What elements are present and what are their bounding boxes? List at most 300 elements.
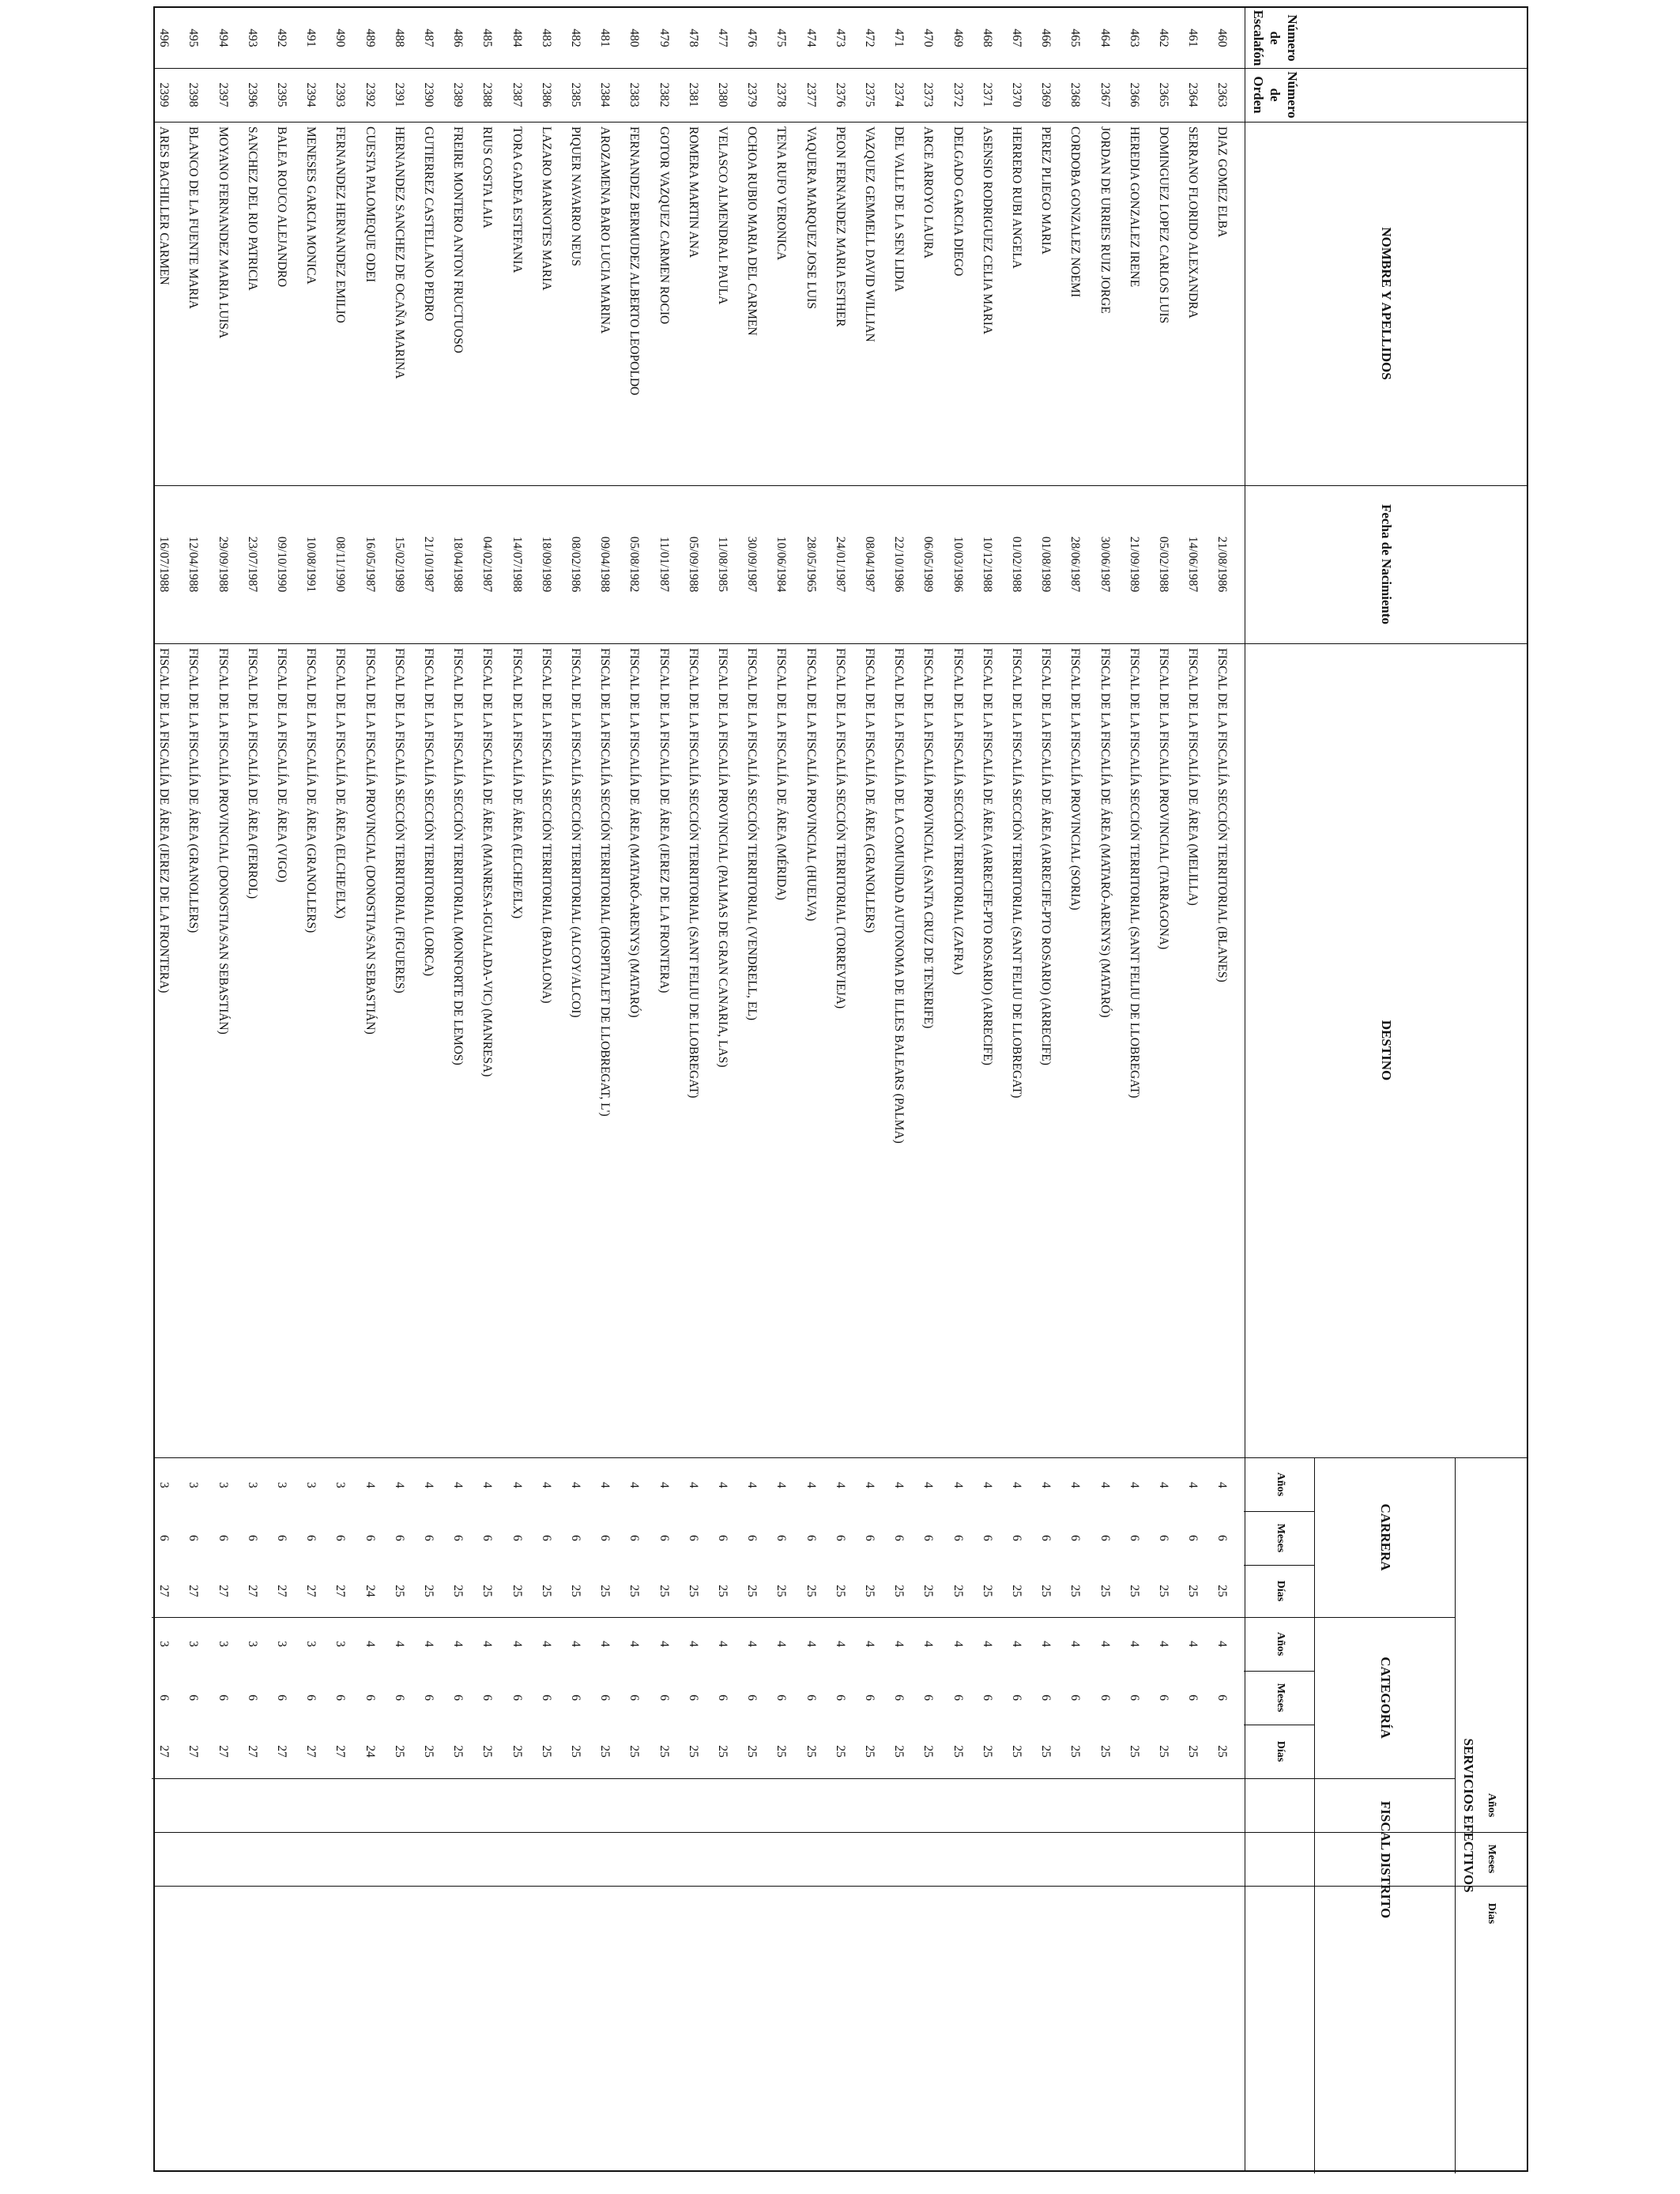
cell-carrera-dias: 25 xyxy=(451,1585,465,1597)
cell-destino: FISCAL DE LA FISCALÍA SECCIÓN TERRITORIAL (SANT FELIU DE LLOBREGAT) xyxy=(686,648,700,1099)
cell-categoria-dias: 25 xyxy=(774,1745,789,1758)
cell-carrera-anos: 3 xyxy=(275,1482,289,1488)
cell-fecha-nacimiento: 14/06/1987 xyxy=(1186,536,1200,593)
cell-fecha-nacimiento: 29/09/1988 xyxy=(216,536,230,593)
cell-carrera-meses: 6 xyxy=(1098,1535,1112,1541)
cell-categoria-anos: 4 xyxy=(863,1641,877,1647)
cell-categoria-anos: 4 xyxy=(657,1641,671,1647)
cell-categoria-dias: 25 xyxy=(1127,1745,1141,1758)
cell-carrera-dias: 25 xyxy=(1010,1585,1024,1597)
cell-numero-orden: 2382 xyxy=(657,82,671,107)
cell-categoria-meses: 6 xyxy=(510,1695,524,1701)
cell-categoria-dias: 25 xyxy=(951,1745,965,1758)
cell-fecha-nacimiento: 08/11/1990 xyxy=(333,536,348,593)
cell-nombre-apellidos: PIQUER NAVARRO NEUS xyxy=(569,126,583,266)
cell-carrera-meses: 6 xyxy=(716,1535,730,1541)
cell-destino: FISCAL DE LA FISCALÍA DE ÁREA (GRANOLLERS) xyxy=(186,648,201,933)
cell-numero-escalafon: 466 xyxy=(1039,28,1053,47)
cell-categoria-meses: 6 xyxy=(157,1695,171,1701)
cell-numero-escalafon: 470 xyxy=(921,28,936,47)
table-row xyxy=(971,8,1002,2170)
cell-categoria-dias: 25 xyxy=(510,1745,524,1758)
cell-numero-orden: 2398 xyxy=(186,82,201,107)
cell-nombre-apellidos: ARCE ARROYO LAURA xyxy=(921,126,936,259)
cell-carrera-anos: 4 xyxy=(422,1482,436,1488)
cell-carrera-anos: 4 xyxy=(951,1482,965,1488)
cell-carrera-dias: 25 xyxy=(627,1585,642,1597)
table-row xyxy=(383,8,414,2170)
cell-carrera-dias: 25 xyxy=(833,1585,847,1597)
cell-categoria-anos: 4 xyxy=(1010,1641,1024,1647)
cell-carrera-dias: 25 xyxy=(422,1585,436,1597)
cell-carrera-anos: 3 xyxy=(333,1482,348,1488)
cell-categoria-anos: 4 xyxy=(1039,1641,1053,1647)
cell-destino: FISCAL DE LA FISCALÍA SECCIÓN TERRITORIAL (HOSPITALET DE LLOBREGAT, L') xyxy=(598,648,612,1117)
table-row xyxy=(1030,8,1061,2170)
cell-fecha-nacimiento: 28/06/1987 xyxy=(1068,536,1083,593)
cell-carrera-meses: 6 xyxy=(863,1535,877,1541)
cell-destino: FISCAL DE LA FISCALÍA SECCIÓN TERRITORIAL (VENDRELL, EL) xyxy=(745,648,759,1021)
table-row xyxy=(325,8,356,2170)
cell-carrera-anos: 3 xyxy=(157,1482,171,1488)
header-numero-escalafon-line2: de xyxy=(1268,31,1283,45)
cell-carrera-dias: 25 xyxy=(980,1585,994,1597)
cell-carrera-meses: 6 xyxy=(363,1535,377,1541)
header-numero-escalafon-line3: Escalafón xyxy=(1251,9,1267,66)
cell-nombre-apellidos: JORDAN DE URRIES RUIZ JORGE xyxy=(1098,126,1112,314)
cell-categoria-dias: 25 xyxy=(539,1745,553,1758)
cell-categoria-anos: 4 xyxy=(892,1641,906,1647)
cell-nombre-apellidos: LAZARO MARNOTES MARIA xyxy=(539,126,553,291)
cell-nombre-apellidos: SANCHEZ DEL RIO PATRICIA xyxy=(245,126,259,291)
table-row xyxy=(590,8,620,2170)
cell-numero-orden: 2395 xyxy=(275,82,289,107)
cell-carrera-anos: 4 xyxy=(451,1482,465,1488)
cell-numero-escalafon: 478 xyxy=(686,28,700,47)
cell-nombre-apellidos: SERRANO FLORIDO ALEXANDRA xyxy=(1186,126,1200,319)
cell-carrera-anos: 3 xyxy=(245,1482,259,1488)
cell-destino: FISCAL DE LA FISCALÍA DE ÁREA (JEREZ DE LA FRONTERA) xyxy=(657,648,671,993)
cell-categoria-dias: 25 xyxy=(657,1745,671,1758)
cell-categoria-anos: 4 xyxy=(1098,1641,1112,1647)
table-row xyxy=(942,8,973,2170)
cell-carrera-dias: 27 xyxy=(245,1585,259,1597)
cell-fecha-nacimiento: 23/07/1987 xyxy=(245,536,259,593)
cell-carrera-dias: 25 xyxy=(1127,1585,1141,1597)
table-row xyxy=(1089,8,1120,2170)
subheader-anos: Años xyxy=(1274,1631,1286,1657)
cell-nombre-apellidos: FREIRE MONTERO ANTON FRUCTUOSO xyxy=(451,126,465,353)
cell-carrera-dias: 27 xyxy=(304,1585,318,1597)
cell-carrera-dias: 25 xyxy=(598,1585,612,1597)
cell-categoria-dias: 27 xyxy=(216,1745,230,1758)
cell-carrera-anos: 4 xyxy=(627,1482,642,1488)
cell-fecha-nacimiento: 21/10/1987 xyxy=(422,536,436,593)
cell-destino: FISCAL DE LA FISCALÍA DE ÁREA (JEREZ DE LA FRONTERA) xyxy=(157,648,171,993)
cell-carrera-dias: 25 xyxy=(774,1585,789,1597)
cell-fecha-nacimiento: 30/06/1987 xyxy=(1098,536,1112,593)
cell-categoria-dias: 27 xyxy=(245,1745,259,1758)
cell-categoria-anos: 4 xyxy=(451,1641,465,1647)
header-destino: DESTINO xyxy=(1378,1020,1394,1081)
cell-numero-orden: 2389 xyxy=(451,82,465,107)
cell-categoria-meses: 6 xyxy=(1068,1695,1083,1701)
cell-carrera-meses: 6 xyxy=(627,1535,642,1541)
cell-carrera-anos: 4 xyxy=(1157,1482,1171,1488)
subheader-meses: Meses xyxy=(1485,1844,1497,1874)
cell-categoria-dias: 25 xyxy=(1039,1745,1053,1758)
cell-fecha-nacimiento: 10/12/1988 xyxy=(980,536,994,593)
cell-numero-orden: 2381 xyxy=(686,82,700,107)
cell-carrera-meses: 6 xyxy=(833,1535,847,1541)
cell-numero-escalafon: 471 xyxy=(892,28,906,47)
cell-nombre-apellidos: DIAZ GOMEZ ELBA xyxy=(1215,126,1230,238)
cell-nombre-apellidos: BALEA ROUCO ALEJANDRO xyxy=(275,126,289,288)
cell-carrera-dias: 27 xyxy=(275,1585,289,1597)
table-row xyxy=(766,8,797,2170)
cell-carrera-anos: 4 xyxy=(363,1482,377,1488)
cell-carrera-dias: 27 xyxy=(186,1585,201,1597)
cell-numero-orden: 2376 xyxy=(833,82,847,107)
cell-categoria-meses: 6 xyxy=(1157,1695,1171,1701)
table-row xyxy=(883,8,914,2170)
cell-destino: FISCAL DE LA FISCALÍA DE ÁREA (ARRECIFE-PTO ROSARIO) (ARRECIFE) xyxy=(1039,648,1053,1065)
cell-categoria-meses: 6 xyxy=(245,1695,259,1701)
cell-destino: FISCAL DE LA FISCALÍA PROVINCIAL (SORIA) xyxy=(1068,648,1083,910)
cell-categoria-meses: 6 xyxy=(392,1695,406,1701)
cell-carrera-dias: 25 xyxy=(1157,1585,1171,1597)
cell-numero-escalafon: 494 xyxy=(216,28,230,47)
cell-fecha-nacimiento: 01/08/1989 xyxy=(1039,536,1053,593)
cell-categoria-meses: 6 xyxy=(774,1695,789,1701)
cell-carrera-meses: 6 xyxy=(1157,1535,1171,1541)
cell-carrera-anos: 4 xyxy=(569,1482,583,1488)
cell-destino: FISCAL DE LA FISCALÍA DE ÁREA (ARRECIFE-PTO ROSARIO) (ARRECIFE) xyxy=(980,648,994,1065)
table-row xyxy=(648,8,679,2170)
table-row xyxy=(296,8,326,2170)
cell-numero-orden: 2369 xyxy=(1039,82,1053,107)
table-row xyxy=(795,8,826,2170)
cell-numero-orden: 2370 xyxy=(1010,82,1024,107)
cell-numero-escalafon: 496 xyxy=(157,28,171,47)
cell-categoria-meses: 6 xyxy=(1098,1695,1112,1701)
cell-carrera-dias: 25 xyxy=(657,1585,671,1597)
table-row xyxy=(913,8,944,2170)
cell-numero-escalafon: 489 xyxy=(363,28,377,47)
cell-nombre-apellidos: AROZAMENA BARO LUCIA MARINA xyxy=(598,126,612,334)
cell-carrera-dias: 25 xyxy=(1215,1585,1230,1597)
cell-categoria-dias: 25 xyxy=(1068,1745,1083,1758)
cell-categoria-anos: 4 xyxy=(480,1641,495,1647)
cell-categoria-dias: 25 xyxy=(892,1745,906,1758)
cell-categoria-meses: 6 xyxy=(304,1695,318,1701)
table-row xyxy=(1118,8,1149,2170)
cell-carrera-dias: 25 xyxy=(745,1585,759,1597)
cell-carrera-dias: 27 xyxy=(333,1585,348,1597)
cell-numero-orden: 2375 xyxy=(863,82,877,107)
header-categoria: CATEGORÍA xyxy=(1377,1657,1393,1739)
subheader-meses: Meses xyxy=(1274,1683,1286,1713)
cell-numero-orden: 2388 xyxy=(480,82,495,107)
cell-carrera-meses: 6 xyxy=(304,1535,318,1541)
cell-destino: FISCAL DE LA FISCALÍA DE ÁREA (MELILLA) xyxy=(1186,648,1200,906)
cell-numero-escalafon: 461 xyxy=(1186,28,1200,47)
cell-numero-escalafon: 467 xyxy=(1010,28,1024,47)
header-fecha: Fecha de Nacimiento xyxy=(1378,503,1394,625)
cell-fecha-nacimiento: 11/01/1987 xyxy=(657,536,671,593)
cell-fecha-nacimiento: 21/08/1986 xyxy=(1215,536,1230,593)
cell-categoria-anos: 4 xyxy=(921,1641,936,1647)
cell-carrera-anos: 4 xyxy=(745,1482,759,1488)
cell-carrera-meses: 6 xyxy=(1039,1535,1053,1541)
cell-carrera-meses: 6 xyxy=(804,1535,818,1541)
cell-numero-orden: 2365 xyxy=(1157,82,1171,107)
cell-nombre-apellidos: ARES BACHILLER CARMEN xyxy=(157,126,171,285)
cell-numero-escalafon: 476 xyxy=(745,28,759,47)
cell-carrera-meses: 6 xyxy=(657,1535,671,1541)
cell-categoria-dias: 25 xyxy=(921,1745,936,1758)
header-numero-orden-line3: Orden xyxy=(1251,76,1267,114)
cell-categoria-dias: 27 xyxy=(333,1745,348,1758)
cell-categoria-anos: 4 xyxy=(539,1641,553,1647)
header-nombre: NOMBRE Y APELLIDOS xyxy=(1378,227,1394,380)
cell-carrera-anos: 4 xyxy=(1186,1482,1200,1488)
cell-destino: FISCAL DE LA FISCALÍA SECCIÓN TERRITORIAL (BADALONA) xyxy=(539,648,553,1004)
cell-fecha-nacimiento: 09/10/1990 xyxy=(275,536,289,593)
cell-nombre-apellidos: BLANCO DE LA FUENTE MARIA xyxy=(186,126,201,309)
table-row xyxy=(530,8,561,2170)
cell-categoria-anos: 4 xyxy=(627,1641,642,1647)
cell-numero-orden: 2378 xyxy=(774,82,789,107)
cell-numero-escalafon: 473 xyxy=(833,28,847,47)
cell-categoria-meses: 6 xyxy=(745,1695,759,1701)
cell-carrera-meses: 6 xyxy=(569,1535,583,1541)
cell-categoria-dias: 25 xyxy=(480,1745,495,1758)
cell-carrera-meses: 6 xyxy=(774,1535,789,1541)
cell-destino: FISCAL DE LA FISCALÍA DE ÁREA (MANRESA-IGUALADA-VIC) (MANRESA) xyxy=(480,648,495,1077)
cell-fecha-nacimiento: 08/04/1987 xyxy=(863,536,877,593)
cell-destino: FISCAL DE LA FISCALÍA SECCIÓN TERRITORIAL (SANT FELIU DE LLOBREGAT) xyxy=(1127,648,1141,1099)
cell-destino: FISCAL DE LA FISCALÍA PROVINCIAL (TARRAGONA) xyxy=(1157,648,1171,950)
cell-carrera-meses: 6 xyxy=(1127,1535,1141,1541)
cell-numero-escalafon: 479 xyxy=(657,28,671,47)
cell-categoria-anos: 4 xyxy=(422,1641,436,1647)
cell-fecha-nacimiento: 18/09/1989 xyxy=(539,536,553,593)
cell-categoria-anos: 4 xyxy=(833,1641,847,1647)
cell-categoria-anos: 3 xyxy=(275,1641,289,1647)
cell-carrera-dias: 25 xyxy=(804,1585,818,1597)
cell-carrera-meses: 6 xyxy=(921,1535,936,1541)
cell-nombre-apellidos: VAQUERA MARQUEZ JOSE LUIS xyxy=(804,126,818,309)
cell-nombre-apellidos: FERNANDEZ BERMUDEZ ALBERTO LEOPOLDO xyxy=(627,126,642,396)
cell-numero-escalafon: 480 xyxy=(627,28,642,47)
cell-carrera-dias: 25 xyxy=(1039,1585,1053,1597)
header-numero-orden xyxy=(1245,68,1527,122)
cell-nombre-apellidos: GOTOR VAZQUEZ CARMEN ROCIO xyxy=(657,126,671,325)
cell-nombre-apellidos: MOYANO FERNANDEZ MARIA LUISA xyxy=(216,126,230,339)
cell-numero-orden: 2373 xyxy=(921,82,936,107)
cell-nombre-apellidos: DOMINGUEZ LOPEZ CARLOS LUIS xyxy=(1157,126,1171,324)
cell-nombre-apellidos: PEON FERNANDEZ MARIA ESTHER xyxy=(833,126,847,327)
cell-destino: FISCAL DE LA FISCALÍA PROVINCIAL (DONOSTIA/SAN SEBASTIÁN) xyxy=(216,648,230,1035)
cell-carrera-anos: 4 xyxy=(863,1482,877,1488)
cell-numero-escalafon: 491 xyxy=(304,28,318,47)
subheader-anos: Años xyxy=(1485,1793,1497,1818)
cell-numero-orden: 2399 xyxy=(157,82,171,107)
cell-categoria-dias: 25 xyxy=(1215,1745,1230,1758)
cell-carrera-anos: 4 xyxy=(1098,1482,1112,1488)
table-row xyxy=(1207,8,1237,2170)
cell-categoria-meses: 6 xyxy=(1215,1695,1230,1701)
cell-categoria-dias: 25 xyxy=(569,1745,583,1758)
cell-categoria-dias: 24 xyxy=(363,1745,377,1758)
cell-nombre-apellidos: TENA RUFO VERONICA xyxy=(774,126,789,261)
cell-numero-escalafon: 484 xyxy=(510,28,524,47)
cell-carrera-dias: 25 xyxy=(539,1585,553,1597)
cell-nombre-apellidos: ROMERA MARTIN ANA xyxy=(686,126,700,258)
cell-carrera-meses: 6 xyxy=(245,1535,259,1541)
subheader-dias: Días xyxy=(1274,1740,1286,1762)
cell-fecha-nacimiento: 18/04/1988 xyxy=(451,536,465,593)
cell-fecha-nacimiento: 01/02/1988 xyxy=(1010,536,1024,593)
cell-carrera-anos: 4 xyxy=(392,1482,406,1488)
cell-categoria-meses: 6 xyxy=(216,1695,230,1701)
cell-carrera-dias: 25 xyxy=(921,1585,936,1597)
header-numero-orden-line1: Número xyxy=(1284,71,1300,119)
cell-numero-escalafon: 463 xyxy=(1127,28,1141,47)
cell-categoria-anos: 4 xyxy=(774,1641,789,1647)
cell-categoria-meses: 6 xyxy=(863,1695,877,1701)
cell-nombre-apellidos: HEREDIA GONZALEZ IRENE xyxy=(1127,126,1141,288)
cell-nombre-apellidos: MENESES GARCIA MONICA xyxy=(304,126,318,285)
cell-categoria-meses: 6 xyxy=(480,1695,495,1701)
cell-categoria-anos: 4 xyxy=(686,1641,700,1647)
cell-categoria-meses: 6 xyxy=(892,1695,906,1701)
cell-numero-escalafon: 481 xyxy=(598,28,612,47)
cell-fecha-nacimiento: 04/02/1987 xyxy=(480,536,495,593)
cell-carrera-meses: 6 xyxy=(186,1535,201,1541)
cell-numero-orden: 2385 xyxy=(569,82,583,107)
cell-carrera-dias: 25 xyxy=(392,1585,406,1597)
table-row xyxy=(443,8,473,2170)
cell-categoria-dias: 25 xyxy=(627,1745,642,1758)
cell-nombre-apellidos: HERNANDEZ SANCHEZ DE OCAÑA MARINA xyxy=(392,126,406,379)
cell-categoria-meses: 6 xyxy=(539,1695,553,1701)
cell-numero-orden: 2392 xyxy=(363,82,377,107)
cell-carrera-meses: 6 xyxy=(951,1535,965,1541)
cell-numero-escalafon: 493 xyxy=(245,28,259,47)
cell-carrera-meses: 6 xyxy=(686,1535,700,1541)
cell-fecha-nacimiento: 09/04/1988 xyxy=(598,536,612,593)
cell-categoria-anos: 3 xyxy=(157,1641,171,1647)
cell-carrera-meses: 6 xyxy=(333,1535,348,1541)
cell-numero-escalafon: 486 xyxy=(451,28,465,47)
cell-categoria-anos: 4 xyxy=(392,1641,406,1647)
table-row xyxy=(1000,8,1031,2170)
cell-numero-orden: 2379 xyxy=(745,82,759,107)
cell-numero-escalafon: 492 xyxy=(275,28,289,47)
cell-nombre-apellidos: HERRERO RUBI ANGELA xyxy=(1010,126,1024,269)
cell-fecha-nacimiento: 10/08/1991 xyxy=(304,536,318,593)
cell-numero-escalafon: 474 xyxy=(804,28,818,47)
cell-carrera-anos: 4 xyxy=(1039,1482,1053,1488)
cell-nombre-apellidos: DELGADO GARCIA DIEGO xyxy=(951,126,965,277)
cell-fecha-nacimiento: 10/06/1984 xyxy=(774,536,789,593)
cell-categoria-meses: 6 xyxy=(422,1695,436,1701)
cell-carrera-anos: 4 xyxy=(657,1482,671,1488)
cell-categoria-meses: 6 xyxy=(657,1695,671,1701)
cell-categoria-meses: 6 xyxy=(598,1695,612,1701)
cell-destino: FISCAL DE LA FISCALÍA SECCIÓN TERRITORIAL (ZAFRA) xyxy=(951,648,965,975)
cell-categoria-dias: 27 xyxy=(275,1745,289,1758)
cell-carrera-meses: 6 xyxy=(510,1535,524,1541)
cell-fecha-nacimiento: 14/07/1988 xyxy=(510,536,524,593)
cell-fecha-nacimiento: 22/10/1986 xyxy=(892,536,906,593)
cell-carrera-meses: 6 xyxy=(892,1535,906,1541)
cell-destino: FISCAL DE LA FISCALÍA PROVINCIAL (SANTA CRUZ DE TENERIFE) xyxy=(921,648,936,1029)
cell-fecha-nacimiento: 30/09/1987 xyxy=(745,536,759,593)
cell-categoria-anos: 4 xyxy=(804,1641,818,1647)
cell-categoria-anos: 4 xyxy=(598,1641,612,1647)
cell-carrera-dias: 25 xyxy=(1186,1585,1200,1597)
table-row xyxy=(559,8,590,2170)
cell-carrera-anos: 4 xyxy=(510,1482,524,1488)
cell-carrera-dias: 27 xyxy=(216,1585,230,1597)
cell-carrera-meses: 6 xyxy=(422,1535,436,1541)
cell-carrera-meses: 6 xyxy=(392,1535,406,1541)
cell-categoria-dias: 25 xyxy=(745,1745,759,1758)
cell-destino: FISCAL DE LA FISCALÍA DE ÁREA (GRANOLLERS) xyxy=(304,648,318,933)
cell-carrera-dias: 25 xyxy=(863,1585,877,1597)
cell-carrera-meses: 6 xyxy=(598,1535,612,1541)
cell-categoria-anos: 4 xyxy=(1186,1641,1200,1647)
cell-categoria-dias: 25 xyxy=(863,1745,877,1758)
cell-categoria-dias: 27 xyxy=(304,1745,318,1758)
cell-carrera-anos: 4 xyxy=(1127,1482,1141,1488)
cell-carrera-anos: 3 xyxy=(216,1482,230,1488)
cell-destino: FISCAL DE LA FISCALÍA PROVINCIAL (DONOSTIA/SAN SEBASTIÁN) xyxy=(363,648,377,1035)
cell-carrera-anos: 4 xyxy=(1215,1482,1230,1488)
cell-categoria-anos: 4 xyxy=(569,1641,583,1647)
cell-categoria-meses: 6 xyxy=(1039,1695,1053,1701)
cell-numero-orden: 2393 xyxy=(333,82,348,107)
cell-destino: FISCAL DE LA FISCALÍA SECCIÓN TERRITORIAL (SANT FELIU DE LLOBREGAT) xyxy=(1010,648,1024,1099)
cell-categoria-anos: 4 xyxy=(716,1641,730,1647)
cell-numero-orden: 2377 xyxy=(804,82,818,107)
cell-nombre-apellidos: VAZQUEZ GEMMELL DAVID WILLIAN xyxy=(863,126,877,342)
cell-categoria-dias: 25 xyxy=(1186,1745,1200,1758)
cell-fecha-nacimiento: 05/02/1988 xyxy=(1157,536,1171,593)
cell-numero-orden: 2374 xyxy=(892,82,906,107)
cell-carrera-anos: 3 xyxy=(304,1482,318,1488)
cell-nombre-apellidos: CORDOBA GONZALEZ NOEMI xyxy=(1068,126,1083,298)
cell-numero-escalafon: 465 xyxy=(1068,28,1083,47)
cell-destino: FISCAL DE LA FISCALÍA DE ÁREA (MATARÓ-ARENYS) (MATARÓ) xyxy=(1098,648,1112,1018)
cell-carrera-meses: 6 xyxy=(216,1535,230,1541)
table-row xyxy=(236,8,267,2170)
table-row xyxy=(619,8,650,2170)
cell-categoria-dias: 27 xyxy=(186,1745,201,1758)
header-fiscal-distrito: FISCAL DISTRITO xyxy=(1377,1800,1393,1919)
cell-categoria-anos: 4 xyxy=(1157,1641,1171,1647)
cell-numero-escalafon: 460 xyxy=(1215,28,1230,47)
cell-carrera-meses: 6 xyxy=(745,1535,759,1541)
subheader-dias: Días xyxy=(1485,1902,1497,1924)
cell-destino: FISCAL DE LA FISCALÍA SECCIÓN TERRITORIAL (TORREVIEJA) xyxy=(833,648,847,1009)
cell-carrera-dias: 25 xyxy=(1098,1585,1112,1597)
cell-categoria-meses: 6 xyxy=(951,1695,965,1701)
cell-numero-orden: 2371 xyxy=(980,82,994,107)
